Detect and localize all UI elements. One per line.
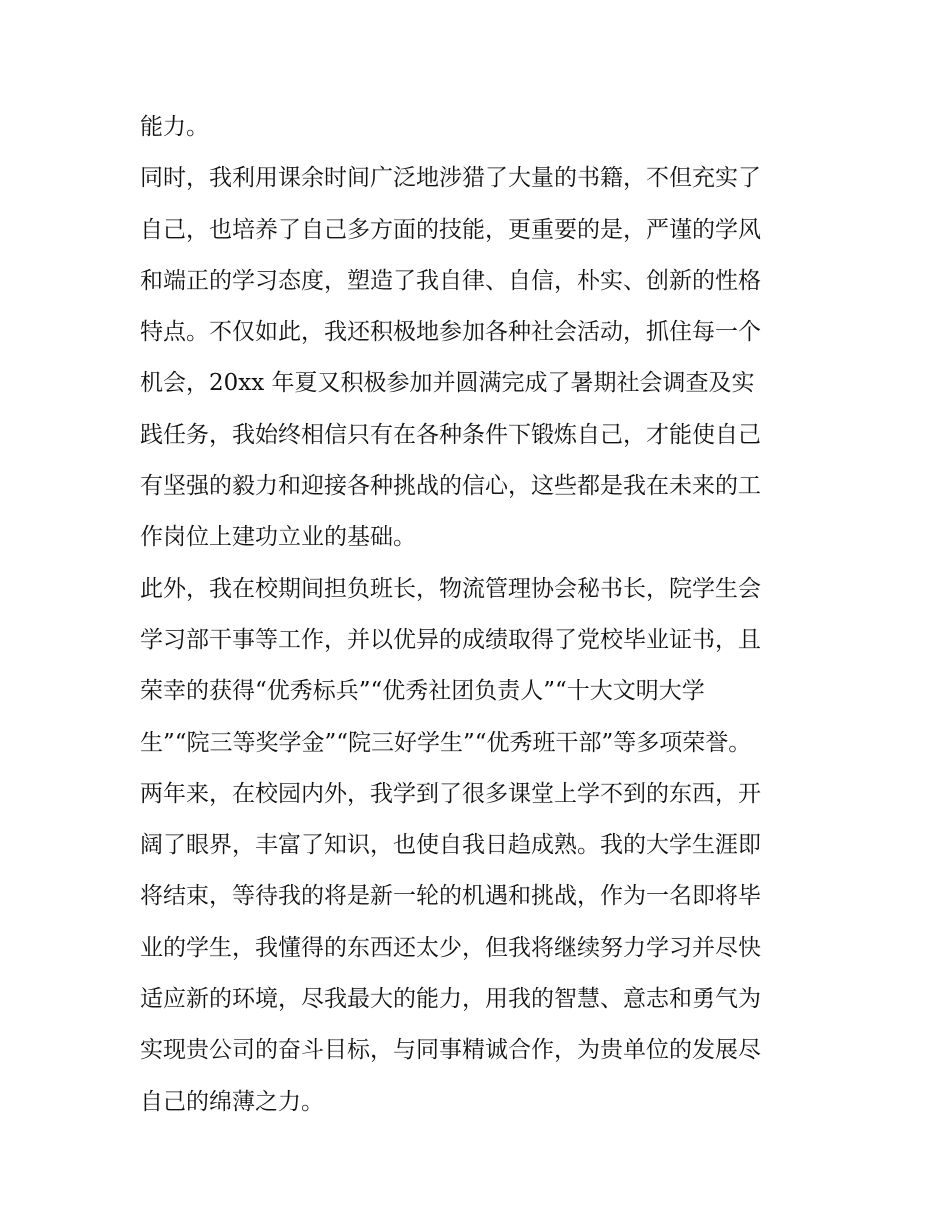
- text-line: 同时，我利用课余时间广泛地涉猎了大量的书籍，不但充实了: [140, 165, 761, 192]
- text-line: 阔了眼界，丰富了知识，也使自我日趋成熟。我的大学生涯即: [140, 832, 761, 859]
- text-line: 学习部干事等工作，并以优异的成绩取得了党校毕业证书，且: [140, 626, 761, 653]
- body-text: [140, 102, 820, 1128]
- text-line: 作岗位上建功立业的基础。: [140, 524, 416, 551]
- text-line: 此外，我在校期间担负班长，物流管理协会秘书长，院学生会: [140, 575, 761, 602]
- text-line: 践任务，我始终相信只有在各种条件下锻炼自己，才能使自己: [140, 421, 761, 448]
- text-line: 两年来，在校园内外，我学到了很多课堂上学不到的东西，开: [140, 780, 761, 807]
- text-line: 适应新的环境，尽我最大的能力，用我的智慧、意志和勇气为: [140, 986, 761, 1013]
- text-line: 有坚强的毅力和迎接各种挑战的信心，这些都是我在未来的工: [140, 473, 761, 500]
- text-line: 自己的绵薄之力。: [140, 1088, 324, 1115]
- text-line: 和端正的学习态度，塑造了我自律、自信，朴实、创新的性格: [140, 267, 761, 294]
- text-line: 特点。不仅如此，我还积极地参加各种社会活动，抓住每一个: [140, 319, 761, 346]
- text-line: 自己，也培养了自己多方面的技能，更重要的是，严谨的学风: [140, 216, 761, 243]
- text-line: 能力。: [140, 114, 209, 140]
- text-line: 将结束，等待我的将是新一轮的机遇和挑战，作为一名即将毕: [140, 883, 761, 910]
- text-line: 生”“院三等奖学金”“院三好学生”“优秀班干部”等多项荣誉。: [140, 729, 752, 756]
- text-line: 荣幸的获得“优秀标兵”“优秀社团负责人”“十大文明大学: [140, 678, 705, 705]
- text-line: 业的学生，我懂得的东西还太少，但我将继续努力学习并尽快: [140, 934, 761, 961]
- text-line: 机会，20xx 年夏又积极参加并圆满完成了暑期社会调查及实: [140, 370, 755, 397]
- text-line: 实现贵公司的奋斗目标，与同事精诚合作，为贵单位的发展尽: [140, 1037, 761, 1064]
